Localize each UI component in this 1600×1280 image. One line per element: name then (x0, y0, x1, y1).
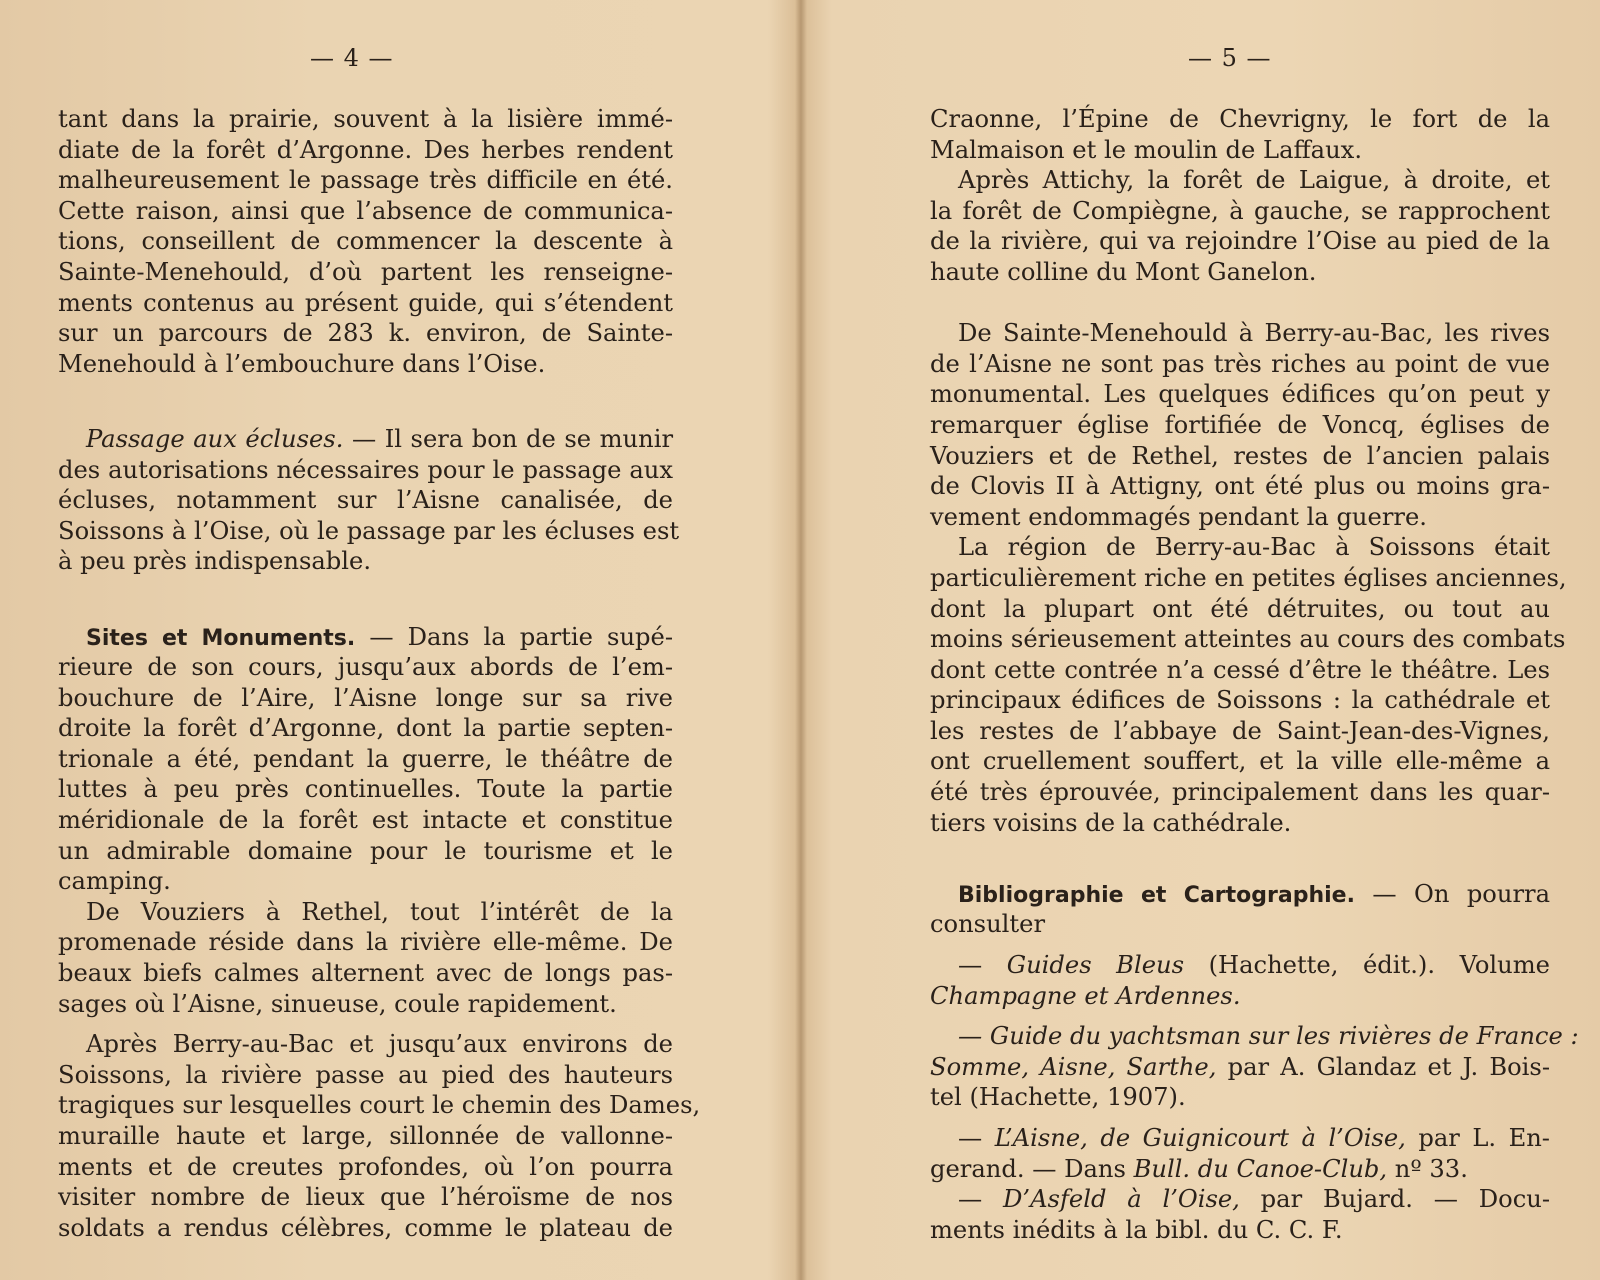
text-line (930, 879, 1550, 910)
text-line: la forêt de Compiègne, à gauche, se rapprochent (930, 196, 1550, 225)
text-line (58, 424, 673, 455)
right-page-text (930, 104, 1579, 1245)
text-line: droite la forêt d’Argonne, dont la partie septen- (58, 714, 673, 743)
paragraph-bibliographie (930, 879, 1550, 940)
text-line: De Vouziers à Rethel, tout l’intérêt de la (86, 897, 673, 926)
text-fragment: — (958, 1124, 995, 1152)
text-line (930, 1052, 1550, 1083)
page-number: — 4 — (310, 44, 394, 72)
text-line: tant dans la prairie, souvent à la lisière immé- (58, 105, 673, 133)
text-line: rieure de son cours, jusqu’aux abords de l’em- (58, 653, 673, 682)
reference-aisne-guignicourt (930, 1123, 1550, 1184)
text-fragment: gerand. — Dans (930, 1154, 1134, 1183)
reference-guides-bleus (930, 950, 1550, 1011)
text-line: des autorisations nécessaires pour le passage aux (58, 455, 673, 484)
text-line: Malmaison et le moulin de Laffaux. (930, 135, 1363, 164)
text-line: Menehould à l’embouchure dans l’Oise. (58, 349, 546, 378)
paragraph-berry (58, 1029, 701, 1243)
section-heading-passage: Passage aux écluses. (86, 424, 344, 453)
text-line: consulter (930, 910, 1046, 939)
right-page (805, 0, 1600, 1280)
text-fragment: — On pourra (1354, 879, 1550, 908)
text-line: promenade réside dans la rivière elle-même. De (58, 928, 673, 957)
text-line: beaux biefs calmes alternent avec de longs pas- (58, 959, 673, 988)
text-fragment: — (958, 951, 1007, 980)
text-line: trionale a été, pendant la guerre, le théâtre de (58, 744, 673, 773)
text-line: vement endommagés pendant la guerre. (930, 502, 1427, 531)
paragraph-craonne (930, 104, 1550, 165)
text-fragment: par Bujard. — Docu- (1239, 1185, 1550, 1214)
text-line: dont cette contrée n’a cessé d’être le théâtre. Les (930, 655, 1550, 684)
paragraph-sainte-menehould (930, 318, 1550, 532)
text-line: les restes de l’abbaye de Saint-Jean-des-Vignes, (930, 716, 1550, 745)
text-line: tions, conseillent de commencer la descente à (58, 227, 673, 256)
text-line: écluses, notamment sur l’Aisne canalisée, de (58, 486, 673, 515)
text-line: ments contenus au présent guide, qui s’étendent (58, 288, 673, 317)
text-line (58, 622, 673, 653)
text-line: tiers voisins de la cathédrale. (930, 808, 1292, 837)
reference-title: L’Aisne, de Guignicourt à l’Oise, (994, 1124, 1406, 1152)
section-heading-sites: Sites et Monuments. (86, 625, 356, 651)
text-line: haute colline du Mont Ganelon. (930, 257, 1317, 286)
text-line (930, 1184, 1550, 1215)
text-line (930, 950, 1550, 981)
text-line: bouchure de l’Aire, l’Aisne longe sur sa rive (58, 683, 673, 712)
text-line: monumental. Les quelques édifices qu’on peut y (930, 380, 1550, 409)
reference-title: Somme, Aisne, Sarthe, (930, 1052, 1217, 1081)
text-line: dont la plupart ont été détruites, ou tout au (930, 594, 1550, 623)
text-line: moins sérieusement atteintes au cours des combats (930, 625, 1566, 654)
text-line: un admirable domaine pour le tourisme et le (58, 836, 673, 865)
text-line: de la rivière, qui va rejoindre l’Oise au pied de la (930, 227, 1550, 256)
text-line: Après Berry-au-Bac et jusqu’aux environs de (86, 1030, 673, 1059)
text-line: remarquer église fortifiée de Voncq, églises de (930, 410, 1550, 439)
reference-title: D’Asfeld à l’Oise, (1003, 1185, 1240, 1214)
text-line: principaux édifices de Soissons : la cathédrale et (930, 686, 1550, 715)
text-fragment: — Il sera bon de se munir (343, 424, 674, 453)
text-line: méridionale de la forêt est intacte et constitue (58, 806, 673, 835)
text-line: Champagne et Ardennes. (930, 981, 1241, 1010)
text-line: sages où l’Aisne, sinueuse, coule rapidement. (58, 989, 617, 1018)
paragraph-region (930, 532, 1567, 838)
text-line: camping. (58, 867, 171, 896)
text-line: La région de Berry-au-Bac à Soissons était (958, 533, 1550, 562)
text-line: muraille haute et large, sillonnée de vallonne- (58, 1122, 673, 1150)
text-line: De Sainte-Menehould à Berry-au-Bac, les rives (958, 319, 1550, 348)
left-page-text (58, 104, 701, 1243)
paragraph-intro (58, 104, 673, 379)
text-line: — Guide du yachtsman sur les rivières de France : (958, 1022, 1579, 1051)
paragraph-vouziers (58, 897, 673, 1019)
text-line: sur un parcours de 283 k. environ, de Sainte- (58, 319, 673, 348)
text-line: malheureusement le passage très difficile en été. (58, 166, 673, 195)
reference-title: Guides Bleus (1006, 951, 1184, 980)
paragraph-sites (58, 622, 673, 897)
reference-asfeld (930, 1184, 1550, 1245)
text-line: de Clovis II à Attigny, ont été plus ou moins gra- (930, 472, 1550, 501)
text-line: soldats a rendus célèbres, comme le plateau de (58, 1213, 673, 1242)
text-line: luttes à peu près continuelles. Toute la partie (58, 775, 673, 804)
text-fragment: par L. En- (1405, 1124, 1550, 1152)
text-line: de l’Aisne ne sont pas très riches au point de vue (930, 349, 1550, 378)
text-line (930, 1123, 1550, 1154)
reference-guide-yachtsman (930, 1021, 1579, 1113)
text-fragment: — (958, 1185, 1003, 1214)
text-line: visiter nombre de lieux que l’héroïsme de nos (58, 1183, 673, 1212)
reference-title: Bull. du Canoe-Club, (1133, 1154, 1388, 1183)
text-fragment: par A. Glandaz et J. Bois- (1216, 1052, 1551, 1081)
text-line: diate de la forêt d’Argonne. Des herbes rendent (58, 135, 673, 164)
text-line: Craonne, l’Épine de Chevrigny, le fort de la (930, 105, 1550, 133)
text-line: ments et de creutes profondes, où l’on pourra (58, 1152, 673, 1181)
text-line: tel (Hachette, 1907). (930, 1083, 1186, 1112)
text-line: tragiques sur lesquelles court le chemin des Dames, (58, 1091, 701, 1120)
text-line: Soissons, la rivière passe au pied des hauteurs (58, 1060, 673, 1089)
text-line: Après Attichy, la forêt de Laigue, à droite, et (958, 166, 1550, 195)
text-fragment: nº 33. (1387, 1154, 1468, 1183)
text-line: Soissons à l’Oise, où le passage par les écluses est (58, 516, 680, 545)
text-line: été très éprouvée, principalement dans les quar- (930, 778, 1550, 807)
text-line (930, 1154, 1550, 1185)
paragraph-attichy (930, 165, 1550, 287)
paragraph-passage (58, 424, 680, 577)
text-line: à peu près indispensable. (58, 547, 372, 576)
text-line: ments inédits à la bibl. du C. C. F. (930, 1215, 1343, 1244)
text-fragment: — Dans la partie supé- (355, 622, 673, 651)
text-line: Vouziers et de Rethel, restes de l’ancien palais (930, 441, 1550, 470)
page-number: — 5 — (1188, 44, 1272, 72)
text-fragment: (Hachette, édit.). Volume (1184, 951, 1550, 980)
section-heading-bibliographie: Bibliographie et Cartographie. (958, 882, 1355, 908)
text-line: Cette raison, ainsi que l’absence de communica- (58, 196, 673, 225)
text-line: Sainte-Menehould, d’où partent les renseigne- (58, 257, 673, 286)
text-line: particulièrement riche en petites églises anciennes, (930, 563, 1567, 592)
text-line: ont cruellement souffert, et la ville elle-même a (930, 747, 1550, 776)
